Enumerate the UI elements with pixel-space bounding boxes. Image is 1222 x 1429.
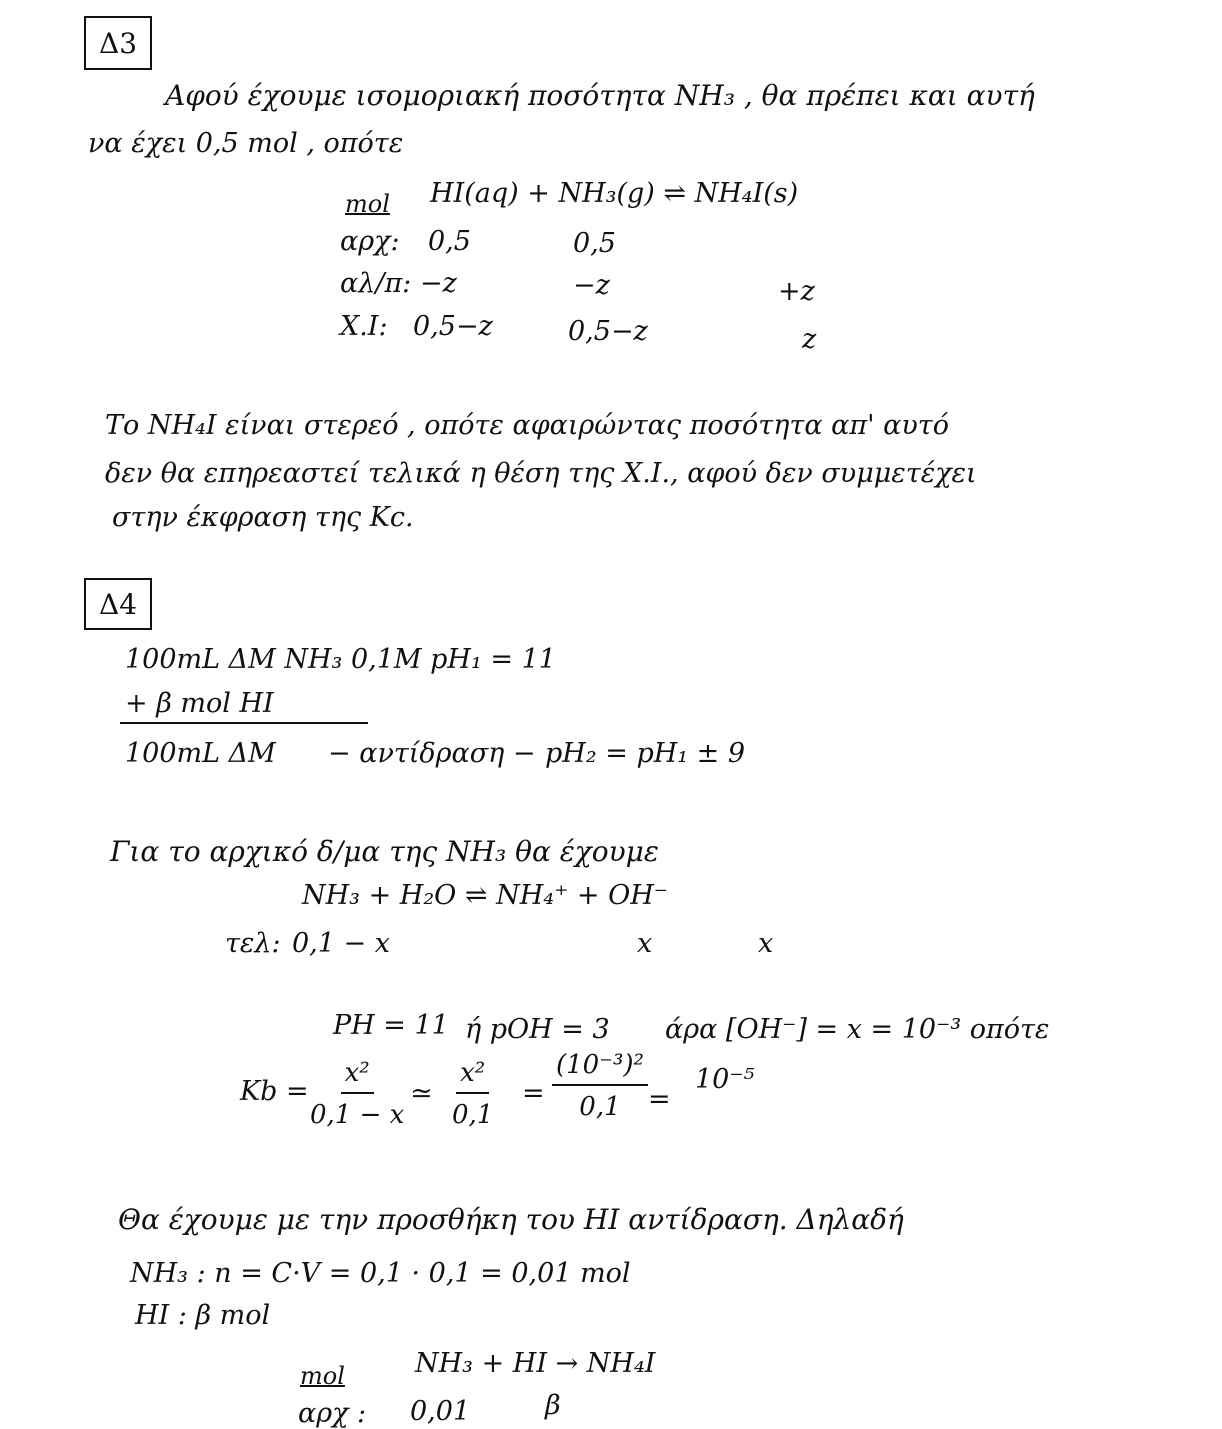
section-label-d3: Δ3 <box>84 16 152 70</box>
d4-line-3-ph: pH₂ = pH₁ ± 9 <box>545 738 746 769</box>
d3-row-2-nh4i: +z <box>778 276 815 307</box>
d4-line-6: NH₃ : n = C·V = 0,1 · 0,1 = 0,01 mol <box>130 1258 631 1289</box>
d4-kb-fraction-2-num: x² <box>456 1058 489 1094</box>
d4-tel-label: τελ: <box>225 928 281 959</box>
d4-table-unit: mol <box>300 1362 345 1390</box>
d4-ph-line-a: PH = 11 <box>333 1010 449 1041</box>
d4-kb-fraction-3-num: (10⁻³)² <box>552 1050 648 1086</box>
d4-kb-fraction-3 <box>552 1050 648 1122</box>
d4-line-3-reaction: − αντίδραση − <box>328 738 536 769</box>
d4-table-row-nh3: 0,01 <box>410 1396 471 1427</box>
d4-line-2: + β mol HI <box>125 688 274 719</box>
d3-para-1: Το NH₄I είναι στερεό , οπότε αφαιρώντας ποσότητα απ' αυτό <box>105 410 949 441</box>
d4-line-7: HI : β mol <box>135 1300 271 1331</box>
d4-tel-oh: x <box>758 928 774 959</box>
d4-tel-nh4: x <box>637 928 653 959</box>
d3-row-1-label: αρχ: <box>340 226 400 257</box>
d3-row-3-nh4i: z <box>802 324 817 355</box>
d4-kb-approx: ≃ <box>410 1078 433 1109</box>
d4-kb-equals-2: = <box>648 1084 671 1115</box>
d3-row-2-nh3: −z <box>573 270 610 301</box>
d3-row-3-nh3: 0,5−z <box>568 316 648 347</box>
d4-ph-line-b: ή pOH = 3 <box>465 1014 610 1045</box>
d4-line-1: 100mL ΔΜ NH₃ 0,1M pH₁ = 11 <box>125 644 556 675</box>
d3-line-1: Αφού έχουμε ισομοριακή ποσότητα NH₃ , θα πρέπει και αυτή <box>165 79 1035 112</box>
d4-table-reaction: NH₃ + HI → NH₄I <box>415 1348 656 1379</box>
d4-kb-label: Kb = <box>240 1076 309 1107</box>
d4-kb-equals-1: = <box>522 1078 545 1109</box>
d4-tel-nh3: 0,1 − x <box>292 928 390 959</box>
d4-table-row-hi: β <box>545 1390 561 1421</box>
d3-row-3-label: Χ.Ι: <box>340 311 388 342</box>
d3-line-2: να έχει 0,5 mol , οπότε <box>88 128 404 159</box>
d3-para-2: δεν θα επηρεαστεί τελικά η θέση της Χ.Ι., αφού δεν συμμετέχει <box>105 458 977 489</box>
d3-table-unit: mol <box>345 190 390 218</box>
d3-row-2-hi: −z <box>420 268 457 299</box>
d4-kb-fraction-3-den: 0,1 <box>579 1092 621 1122</box>
d4-kb-fraction-2 <box>452 1058 493 1130</box>
d3-table-reaction: HI(aq) + NH₃(g) ⇌ NH₄I(s) <box>430 178 799 209</box>
d4-kb-fraction-1 <box>310 1058 404 1130</box>
d3-para-3: στην έκφραση της Kc. <box>112 502 414 533</box>
d4-equilibrium: NH₃ + H₂O ⇌ NH₄⁺ + OH⁻ <box>302 880 669 911</box>
d4-line-4: Για το αρχικό δ/μα της NH₃ θα έχουμε <box>110 835 659 868</box>
d3-row-2-label: αλ/π: <box>340 268 412 299</box>
d4-kb-fraction-1-den: 0,1 − x <box>310 1100 405 1130</box>
d3-row-1-hi: 0,5 <box>428 226 471 257</box>
d4-table-row-label: αρχ : <box>298 1398 367 1429</box>
d3-row-3-hi: 0,5−z <box>413 311 493 342</box>
d4-line-5: Θα έχουμε με την προσθήκη του HI αντίδραση. Δηλαδή <box>118 1203 904 1236</box>
d4-kb-result: 10⁻⁵ <box>695 1064 755 1095</box>
d4-kb-fraction-2-den: 0,1 <box>452 1100 494 1130</box>
d4-line-3-volume: 100mL ΔΜ <box>125 738 276 769</box>
d4-ph-line-c: άρα [OH⁻] = x = 10⁻³ οπότε <box>665 1014 1050 1045</box>
section-label-d4: Δ4 <box>84 578 152 630</box>
d4-kb-fraction-1-num: x² <box>341 1058 374 1094</box>
d4-mixing-rule <box>120 722 368 724</box>
d3-row-1-nh3: 0,5 <box>573 228 616 259</box>
